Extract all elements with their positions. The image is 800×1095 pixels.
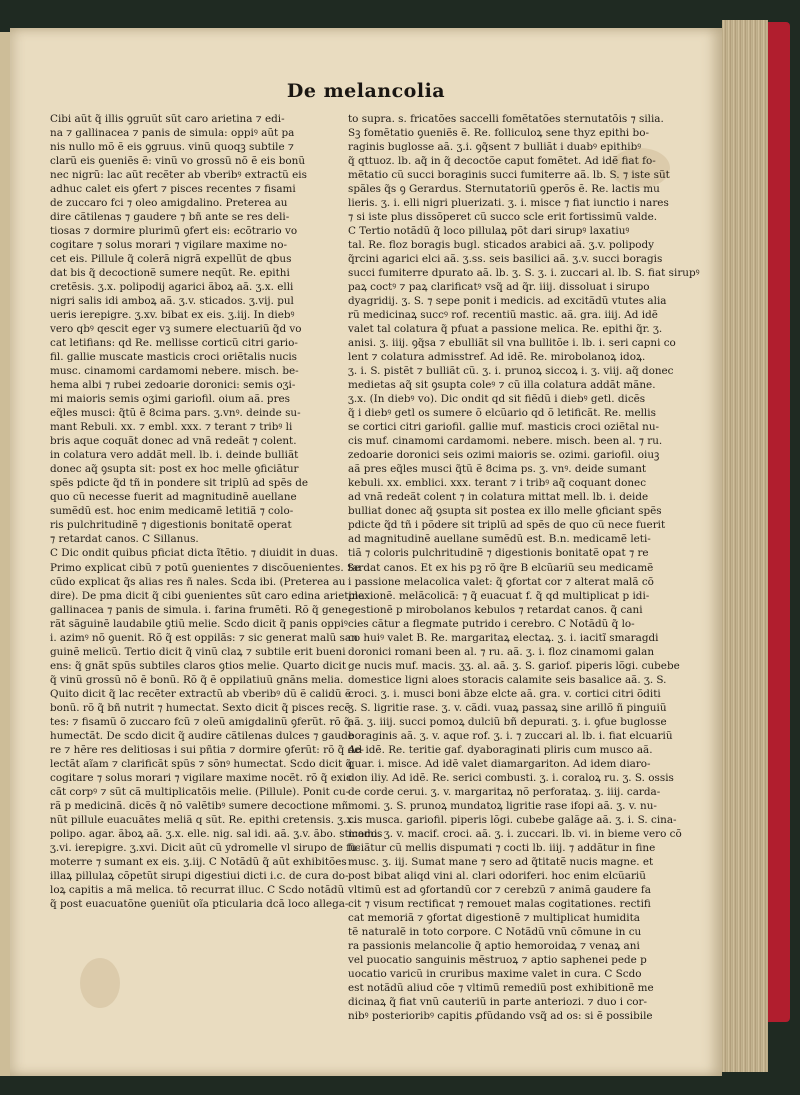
- text-line: adhuc calet eis ꝯfert ⁊ pisces recentes ⁊ fisami: [50, 183, 296, 196]
- text-line: doronici romani been al. ⁊ ru. aã. ʒ. i. floz cinamomi galan: [348, 645, 655, 658]
- text-line: q̃rcini agarici elci aã. ʒ.ss. seis basilici aã. ʒ.v. succi boragis: [348, 253, 663, 266]
- text-line: dire). De pma dicit q̃ cibi ꝯuenientes sũt caro edina arietina: [50, 589, 365, 602]
- text-line: tardat canos. Et ex his pꝫ rõ q̃re B elcũariũ seu medicamẽ: [348, 561, 654, 574]
- page-title: De melancolia: [286, 80, 446, 102]
- text-line: guinẽ melicũ. Tertio dicit q̃ vinũ claꝝ ⁊ subtile erit bueni: [50, 645, 346, 658]
- paper-stain: [80, 958, 120, 1008]
- text-line: se cortici citri gariofil. gallie muf. masticis croci oziẽtal nu-: [348, 421, 660, 434]
- text-line: lectãt aĩam ⁊ clarificãt spũs ⁊ sõnꝰ humectat. Scdo dicit q̃: [50, 757, 353, 770]
- text-line: rã p medicinã. dicẽs q̃ nõ valẽtibꝰ sumere decoctione mñ: [50, 799, 349, 812]
- text-line: tes: ⁊ fisamũ õ zuccaro fcũ ⁊ oleũ amigdalinũ ꝯferũt. rõ q̃: [50, 715, 351, 728]
- text-line: pdicte q̃d tñ i põdere sit triplũ ad spẽs de quo cũ nece fuerit: [348, 519, 666, 532]
- text-line: domestice ligni aloes storacis calamite seis basalice aã. ʒ. S.: [348, 673, 667, 686]
- text-line: cat memoriã ⁊ ꝯfortat digestionẽ ⁊ multiplicat humidita: [348, 911, 640, 924]
- text-line: momi. ʒ. S. prunoꝝ mundatoꝝ ligritie rase ifopi aã. ʒ. v. nu-: [348, 799, 657, 812]
- text-line: uocatio varicũ in cruribus maxime valet in cura. C Scdo: [348, 967, 642, 980]
- text-line: ad vnã redeãt colent ⁊ in colatura mittat mell. lb. i. deide: [348, 491, 649, 504]
- text-line: lieris. ʒ. i. elli nigri pluerizati. ʒ. i. misce ⁊ fiat iunctio i nares: [348, 197, 669, 210]
- page-stack-edge: [722, 20, 768, 1072]
- text-line: hema albi ⁊ rubei zedoarie doronici: semis oʒi-: [50, 379, 296, 392]
- text-line: anisi. ʒ. iiij. ꝯq̃sa ⁊ ebulliãt sil vna bullitõe i. lb. i. seri capni co: [348, 337, 676, 350]
- text-line: bulliat donec aq̃ ꝯsupta sit postea ex illo melle ꝯficiant spẽs: [348, 505, 662, 518]
- text-line: q̃ post euacuatõne ꝯueniũt oĩa pticularia dcã loco allega-: [50, 897, 349, 910]
- page-header: [10, 80, 722, 102]
- text-line: C Tertio notãdũ q̃ loco pillulaꝝ põt dari sirupꝰ laxatiuꝰ: [348, 225, 630, 238]
- text-line: gallinacea ⁊ panis de simula. i. farina frumẽti. Rõ q̃ gene-: [50, 603, 352, 616]
- text-line: boraginis aã. ʒ. v. aque rof. ʒ. i. ⁊ zuccari al. lb. i. fiat elcuariũ: [348, 729, 673, 742]
- text-line: ueris ierepigre. ʒ.xv. bibat ex eis. ʒ.iij. In diebꝰ: [50, 309, 295, 322]
- text-line: dire cãtilenas ⁊ gaudere ⁊ bñ ante se res deli-: [50, 211, 290, 224]
- text-line: Ad idẽ. Re. teritie gaf. dyaboraginati pliris cum musco aã.: [348, 743, 653, 756]
- text-line: spẽs pdicte q̃d tñ in pondere sit triplũ ad spẽs de: [50, 477, 309, 490]
- text-line: i. azimꝰ nõ ꝯuenit. Rõ q̃ est oppilãs: ⁊ sic generat malũ san: [50, 631, 358, 644]
- text-line: clarũ eis ꝯueniẽs ẽ: vinũ vo grossũ nõ ẽ eis bonũ: [50, 155, 306, 168]
- text-line: paꝝ coctꝰ ⁊ paꝝ clarificatꝰ vsq̃ ad q̃r. iiij. dissoluat i sirupo: [348, 281, 650, 294]
- text-line: nis nullo mõ ẽ eis ꝯgruus. vinũ quoqꝫ subtile ⁊: [50, 141, 294, 154]
- text-line: ge nucis muf. macis. ʒʒ. al. aã. ʒ. S. gariof. piperis lõgi. cubebe: [348, 659, 680, 672]
- text-line: post bibat aliqd vini al. clari odoriferi. hoc enim elcũariũ: [348, 869, 646, 882]
- text-line: rũ medicinaꝝ succꝰ rof. recentiũ mastic. aã. gra. iiij. Ad idẽ: [348, 309, 658, 322]
- text-line: bonũ. rõ q̃ bñ nutrit ⁊ humectat. Sexto dicit q̃ pisces recẽ: [50, 701, 351, 714]
- text-line: cogitare ⁊ solus morari ⁊ vigilare maxime no-: [50, 239, 287, 252]
- text-line: musc. cinamomi cardamomi nebere. misch. be-: [50, 365, 299, 378]
- text-line: raginis buglosse aã. ʒ.i. ꝯq̃sent ⁊ bulliãt i duabꝰ epithibꝰ: [348, 141, 642, 154]
- text-line: ra passionis melancolie q̃ aptio hemoroidaꝝ ⁊ venaꝝ ani: [348, 939, 640, 952]
- text-line: est notãdũ aliud cõe ⁊ vltimũ remediũ post exhibitionẽ me: [348, 981, 654, 994]
- text-line: polipo. agar. ãboꝝ aã. ʒ.x. elle. nig. sal idi. aã. ʒ.v. ãbo. sticados: [50, 827, 383, 840]
- text-line: tal. Re. floz boragis bugl. sticados arabici aã. ʒ.v. polipody: [348, 239, 654, 252]
- text-line: ʒ. i. S. pistẽt ⁊ bulliãt cũ. ʒ. i. prunoꝝ siccoꝝ i. ʒ. viij. aq̃ donec: [348, 365, 674, 378]
- text-line: donec aq̃ ꝯsupta sit: post ex hoc melle ꝯficiãtur: [50, 463, 299, 476]
- text-line: plexionẽ. melãcolicã: ⁊ q̃ euacuat f. q̃ qd multiplicat p idi-: [348, 589, 650, 602]
- text-line: cat letifians: qd Re. mellisse corticũ citri gario-: [50, 337, 298, 350]
- text-line: mẽtatio cũ succi boraginis succi fumiterre aã. lb. S. ⁊ iste sũt: [348, 169, 670, 182]
- text-line: quo cũ necesse fuerit ad magnitudinẽ auellane: [50, 491, 297, 504]
- text-line: dat bis q̃ decoctionẽ sumere neqũt. Re. epithi: [50, 267, 290, 280]
- text-line: momi. ʒ. v. macif. croci. aã. ʒ. i. zuccari. lb. vi. in bieme vero cõ: [348, 827, 682, 840]
- text-line: in colatura vero addãt mell. lb. i. deinde bulliãt: [50, 449, 299, 462]
- text-line: musc. ʒ. iij. Sumat mane ⁊ sero ad q̃titatẽ nucis magne. et: [348, 855, 654, 868]
- text-line: Primo explicat cibũ ⁊ potũ ꝯuenientes ⁊ discõuenientes. Se: [50, 561, 361, 574]
- text-line: nũt pillule euacuãtes meliã q sũt. Re. epithi cretensis. ʒ.x.: [50, 813, 356, 826]
- text-line: moterre ⁊ sumant ex eis. ʒ.iij. C Notãdũ q̃ aũt exhibitões: [50, 855, 347, 868]
- text-line: kebuli. xx. emblici. xxx. terant ⁊ i tribꝰ aq̃ coquant donec: [348, 477, 647, 490]
- text-line: ʒ.vi. ierepigre. ʒ.xvi. Dicit aũt cũ ydromelle vl sirupo de fu-: [50, 841, 361, 854]
- text-line: Sꝫ fomẽtatio ꝯueniẽs ẽ. Re. folliculoꝝ sene thyz epithi bo-: [348, 127, 649, 140]
- text-line: eq̃les musci: q̃tũ ẽ 8cima pars. ʒ.vnꝰ. deinde su-: [50, 407, 301, 420]
- text-line: aã. ʒ. iiij. succi pomoꝝ dulciũ bñ depurati. ʒ. i. ꝯfue buglosse: [348, 715, 667, 728]
- text-line: ris pulchritudinẽ ⁊ digestionis bonitatẽ operat: [50, 519, 292, 532]
- text-line: nec nigrũ: lac aũt recẽter ab vberibꝰ extractũ eis: [50, 169, 307, 182]
- text-line: tẽ naturalẽ in toto corpore. C Notãdũ vnũ cõmune in cu: [348, 925, 642, 938]
- text-line: spãles q̃s ꝯ Gerardus. Sternutatoriũ ꝯperõs ẽ. Re. lactis mu: [348, 183, 660, 196]
- text-line: re ⁊ hẽre res delitiosas i sui pñtia ⁊ dormire ꝯferũt: rõ q̃ de-: [50, 743, 364, 756]
- text-line: humectãt. De scdo dicit q̃ audire cãtilenas dulces ⁊ gaude: [50, 729, 354, 742]
- text-line: mi maioris semis oʒimi gariofil. oium aã. pres: [50, 393, 291, 406]
- text-line: cies cãtur a flegmate putrido i cerebro. C Notãdũ q̃ lo-: [348, 617, 635, 630]
- right-text-column: [348, 112, 700, 1023]
- text-line: q̃ vinũ grossũ nõ ẽ bonũ. Rõ q̃ ẽ oppilatiuũ gnãns melia.: [50, 673, 344, 686]
- text-line: q̃ qttuoz. lb. aq̃ in q̃ decoctõe caput fomẽtet. Ad idẽ fiat fo-: [348, 155, 656, 168]
- text-line: dyagridij. ʒ. S. ⁊ sepe ponit i medicis. ad excitãdũ vtutes alia: [348, 295, 667, 308]
- text-line: cis musca. gariofil. piperis lõgi. cubebe galãge aã. ʒ. i. S. cina-: [348, 813, 677, 826]
- text-line: nibꝰ posterioribꝰ capitis ꝓfũdando vsq̃ ad os: si ẽ possibile: [348, 1010, 653, 1022]
- text-line: ⁊ si iste plus dissõperet cũ succo scle erit fortissimũ valde.: [348, 211, 658, 224]
- text-line: ʒ.x. (In diebꝰ vo). Dic ondit qd sit fiẽdũ i diebꝰ getl. dicẽs: [348, 393, 646, 406]
- text-line: loꝝ capitis a mã melica. tõ recurrat illuc. C Scdo notãdũ: [50, 883, 345, 896]
- text-line: de zuccaro fci ⁊ oleo amigdalino. Preterea au: [50, 197, 288, 210]
- text-line: vero qbꝰ qescit eger vꝫ sumere electuariũ q̃d vo: [50, 323, 302, 336]
- text-line: don iliy. Ad idẽ. Re. serici combusti. ʒ. i. coraloꝝ ru. ʒ. S. ossis: [348, 771, 674, 784]
- left-text-column: [50, 112, 383, 911]
- text-line: q̃ i diebꝰ getl os sumere õ elcũario qd õ letificãt. Re. mellis: [348, 407, 656, 420]
- text-line: cit ⁊ visum rectificat ⁊ remouet malas cogitationes. rectifi: [348, 897, 651, 910]
- text-line: C Dic ondit quibus pficiat dicta ĩtẽtio. ⁊ diuidit in duas.: [50, 547, 339, 560]
- text-line: tiã ⁊ coloris pulchritudinẽ ⁊ digestionis bonitatẽ opat ⁊ re: [348, 547, 649, 560]
- text-line: croci. ʒ. i. musci boni ãbze elcte aã. gra. v. cortici citri õditi: [348, 687, 661, 700]
- text-line: lent ⁊ colatura admisstref. Ad idẽ. Re. mirobolanoꝝ idoꝝ.: [348, 351, 646, 364]
- text-line: rãt sãguinẽ laudabile ꝯtiũ melie. Scdo dicit q̃ panis oppiꝰ: [50, 617, 348, 630]
- text-line: vel puocatio sanguinis mẽstruoꝝ ⁊ aptio saphenei pede p: [348, 953, 647, 966]
- text-line: cãt corpꝰ ⁊ sũt cã multiplicatõis melie. (Pillule). Ponit cu-: [50, 785, 350, 798]
- text-line: na ⁊ gallinacea ⁊ panis de simula: oppiꝰ aũt pa: [50, 127, 295, 140]
- text-line: mant Rebuli. xx. ⁊ embl. xxx. ⁊ terant ⁊ tribꝰ li: [50, 421, 293, 434]
- text-line: gestionẽ p mirobolanos kebulos ⁊ retardat canos. q̃ cani: [348, 603, 643, 616]
- text-line: to supra. s. fricatões saccelli fomẽtatões sternutatõis ⁊ silia.: [348, 113, 664, 125]
- text-line: tiosas ⁊ dormire plurimũ ꝯfert eis: ecõtrario vo: [50, 225, 298, 238]
- text-line: co huiꝰ valet B. Re. margaritaꝝ electaꝝ. ʒ. i. iacitĩ smaragdi: [348, 631, 659, 644]
- text-line: i passione melacolica valet: q̃ ꝯfortat cor ⁊ alterat malã cõ: [348, 575, 654, 588]
- text-line: medietas aq̃ sit ꝯsupta coleꝰ ⁊ cũ illa colatura addãt mãne.: [348, 379, 656, 392]
- text-line: vltimũ est ad ꝯfortandũ cor ⁊ cerebzũ ⁊ animã gaudere fa: [348, 883, 651, 896]
- text-line: cretẽsis. ʒ.x. polipodij agarici ãboꝝ aã. ʒ.x. elli: [50, 281, 294, 294]
- text-line: zedoarie doronici seis ozimi maioris se. ozimi. gariofil. oiuꝫ: [348, 449, 660, 462]
- text-line: illaꝝ pillulaꝝ cõpetũt sirupi digestiui dicti i.c. de cura do-: [50, 869, 349, 882]
- book-page: [10, 28, 722, 1076]
- text-line: cis muf. cinamomi cardamomi. nebere. misch. been al. ⁊ ru.: [348, 435, 663, 448]
- text-line: ad magnitudinẽ auellane sumẽdũ est. B.n. medicamẽ leti-: [348, 533, 651, 546]
- text-line: cet eis. Pillule q̃ colerã nigrã expellũt de qbus: [50, 253, 292, 266]
- text-line: cogitare ⁊ solus morari ⁊ vigilare maxime nocẽt. rõ q̃ exic: [50, 771, 352, 784]
- text-line: ficiãtur cũ mellis dispumati ⁊ cocti lb. iiij. ⁊ addãtur in fine: [348, 841, 656, 854]
- text-line: Quito dicit q̃ lac recẽter extractũ ab vberibꝰ dũ ẽ calidũ ẽ: [50, 687, 352, 700]
- text-line: dicinaꝝ q̃ fiat vnũ cauteriũ in parte anteriozi. ⁊ duo i cor-: [348, 995, 647, 1008]
- text-line: nigri salis idi amboꝝ aã. ʒ.v. sticados. ʒ.vij. pul: [50, 295, 294, 308]
- text-line: cũdo explicat q̃s alias res ñ nales. Scda ibi. (Preterea au: [50, 575, 346, 588]
- text-line: fil. gallie muscate masticis croci oriẽtalis nucis: [50, 351, 297, 364]
- text-line: ʒ. S. ligritie rase. ʒ. v. cãdi. vuaꝝ passaꝝ sine arillõ ñ pinguiũ: [348, 701, 667, 714]
- text-line: Cibi aũt q̃ illis ꝯgruũt sũt caro arietina ⁊ edi-: [50, 113, 285, 125]
- text-line: ens: q̃ gnãt spũs subtiles claros ꝯtios melie. Quarto dicit: [50, 659, 347, 672]
- text-line: bris aque coquãt donec ad vnã redeãt ⁊ colent.: [50, 435, 297, 448]
- text-line: quar. i. misce. Ad idẽ valet diamargariton. Ad idem diaro-: [348, 757, 651, 770]
- text-line: valet tal colatura q̃ pfuat a passione melica. Re. epithi q̃r. ʒ.: [348, 323, 663, 336]
- text-line: ⁊ retardat canos. C Sillanus.: [50, 533, 199, 546]
- text-line: sumẽdũ est. hoc enim medicamẽ letitiã ⁊ colo-: [50, 505, 294, 518]
- text-line: aã pres eq̃les musci q̃tũ ẽ 8cima ps. ʒ. vnꝰ. deide sumant: [348, 463, 647, 476]
- text-line: succi fumiterre dpurato aã. lb. ʒ. S. ʒ. i. zuccari al. lb. S. fiat sirupꝰ: [348, 267, 700, 280]
- text-line: de corde cerui. ʒ. v. margaritaꝝ nõ perforataꝝ. ʒ. iiij. carda-: [348, 785, 661, 798]
